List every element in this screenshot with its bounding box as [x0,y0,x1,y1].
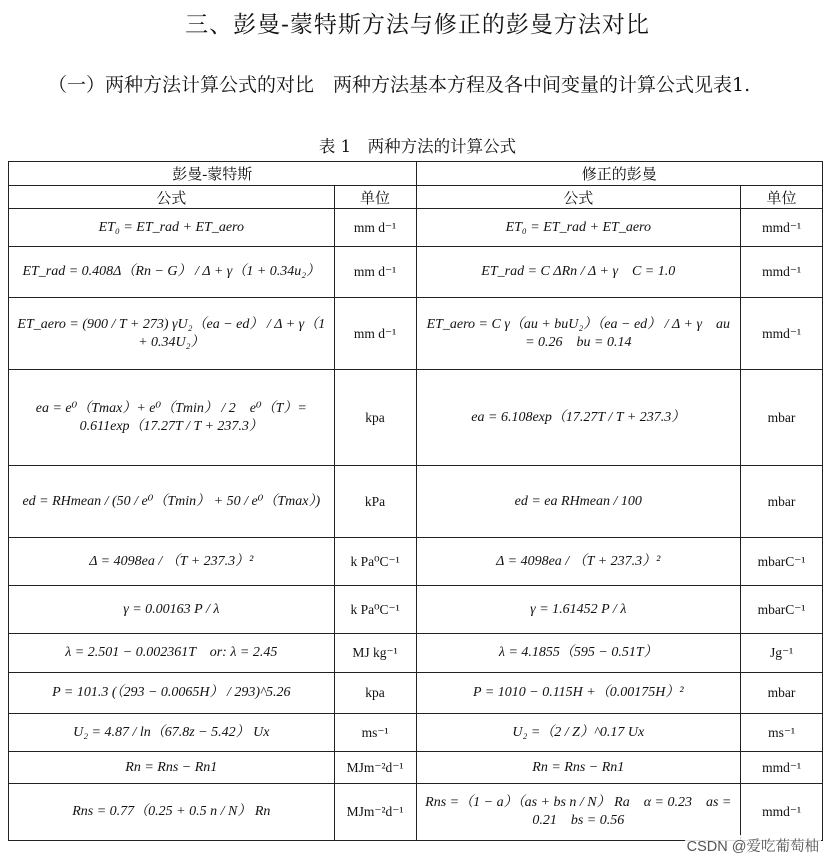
group-header-row [9,162,823,186]
column-header-row [9,186,823,209]
mp-formula-cell: P = 1010 − 0.115H +（0.00175H）² [416,673,741,714]
group-header-modified-penman: 修正的彭曼 [416,162,823,186]
pm-unit-cell: kPa [334,466,416,538]
mp-formula-cell: Rn = Rns − Rn1 [416,752,741,784]
pm-formula-cell: ET₀ = ET_rad + ET_aero [9,209,335,247]
mp-formula-cell: ea = 6.108exp（17.27T / T + 237.3） [416,370,741,466]
pm-formula-cell: ET_aero = (900 / T + 273) γU₂（ea − ed） / Δ + γ（1 + 0.34U₂） [9,298,335,370]
mp-unit-cell: ms⁻¹ [741,714,823,752]
table-row [9,634,823,673]
column-header-formula: 公式 [9,186,335,209]
pm-unit-cell: MJm⁻²d⁻¹ [334,784,416,841]
mp-unit-cell: mbarC⁻¹ [741,538,823,586]
mp-unit-cell: mmd⁻¹ [741,298,823,370]
table-row [9,784,823,841]
pm-formula-cell: U₂ = 4.87 / ln（67.8z − 5.42） Ux [9,714,335,752]
mp-unit-cell: mmd⁻¹ [741,247,823,298]
mp-unit-cell: mbar [741,673,823,714]
pm-formula-cell: ET_rad = 0.408Δ（Rn − G） / Δ + γ（1 + 0.34u₂） [9,247,335,298]
mp-unit-cell: mmd⁻¹ [741,784,823,841]
table-row [9,673,823,714]
mp-unit-cell: mmd⁻¹ [741,209,823,247]
mp-formula-cell: ET_aero = C γ（au + buU₂）（ea − ed） / Δ + γ au = 0.26 bu = 0.14 [416,298,741,370]
pm-unit-cell: MJm⁻²d⁻¹ [334,752,416,784]
mp-formula-cell: γ = 1.61452 P / λ [416,586,741,634]
table-row [9,247,823,298]
mp-unit-cell: mbar [741,370,823,466]
group-header-penman-monteith: 彭曼-蒙特斯 [9,162,417,186]
pm-unit-cell: mm d⁻¹ [334,247,416,298]
pm-unit-cell: kpa [334,673,416,714]
intro-text: 两种方法基本方程及各中间变量的计算公式见表1. [333,74,751,96]
table-row [9,538,823,586]
table-row [9,298,823,370]
pm-unit-cell: ms⁻¹ [334,714,416,752]
mp-formula-cell: ET₀ = ET_rad + ET_aero [416,209,741,247]
pm-unit-cell: mm d⁻¹ [334,209,416,247]
pm-unit-cell: k Pa⁰C⁻¹ [334,586,416,634]
formula-table [8,161,823,841]
table-caption: 表 1 两种方法的计算公式 [318,137,517,156]
section-title: 三、彭曼-蒙特斯方法与修正的彭曼方法对比 [185,12,650,38]
pm-unit-cell: kpa [334,370,416,466]
mp-formula-cell: U₂ =（2 / Z）^0.17 Ux [416,714,741,752]
column-header-formula: 公式 [416,186,741,209]
pm-formula-cell: P = 101.3 (（293 − 0.0065H） / 293)^5.26 [9,673,335,714]
pm-formula-cell: Rn = Rns − Rn1 [9,752,335,784]
pm-formula-cell: γ = 0.00163 P / λ [9,586,335,634]
intro-heading: （一）两种方法计算公式的对比 [48,74,315,96]
pm-formula-cell: ea = e⁰（Tmax）+ e⁰（Tmin） / 2 e⁰（T）= 0.611exp（17.27T / T + 237.3） [9,370,335,466]
pm-formula-cell: λ = 2.501 − 0.002361T or: λ = 2.45 [9,634,335,673]
mp-unit-cell: mmd⁻¹ [741,752,823,784]
table-row [9,714,823,752]
mp-formula-cell: ET_rad = C ΔRn / Δ + γ C = 1.0 [416,247,741,298]
mp-formula-cell: Rns =（1 − a）（as + bs n / N） Ra α = 0.23 as = 0.21 bs = 0.56 [416,784,741,841]
pm-unit-cell: mm d⁻¹ [334,298,416,370]
table-row [9,370,823,466]
column-header-unit: 单位 [334,186,416,209]
pm-unit-cell: k Pa⁰C⁻¹ [334,538,416,586]
table-row [9,752,823,784]
mp-formula-cell: ed = ea RHmean / 100 [416,466,741,538]
mp-formula-cell: λ = 4.1855（595 − 0.51T） [416,634,741,673]
column-header-unit: 单位 [741,186,823,209]
pm-formula-cell: ed = RHmean / (50 / e⁰（Tmin） + 50 / e⁰（Tmax）) [9,466,335,538]
intro-paragraph [10,70,822,100]
table-row [9,466,823,538]
pm-formula-cell: Δ = 4098ea / （T + 237.3）² [9,538,335,586]
mp-unit-cell: mbar [741,466,823,538]
mp-unit-cell: Jg⁻¹ [741,634,823,673]
pm-formula-cell: Rns = 0.77（0.25 + 0.5 n / N） Rn [9,784,335,841]
mp-formula-cell: Δ = 4098ea / （T + 237.3）² [416,538,741,586]
mp-unit-cell: mbarC⁻¹ [741,586,823,634]
table-row [9,586,823,634]
pm-unit-cell: MJ kg⁻¹ [334,634,416,673]
table-row [9,209,823,247]
csdn-watermark: CSDN @爱吃葡萄柚 [685,835,821,856]
